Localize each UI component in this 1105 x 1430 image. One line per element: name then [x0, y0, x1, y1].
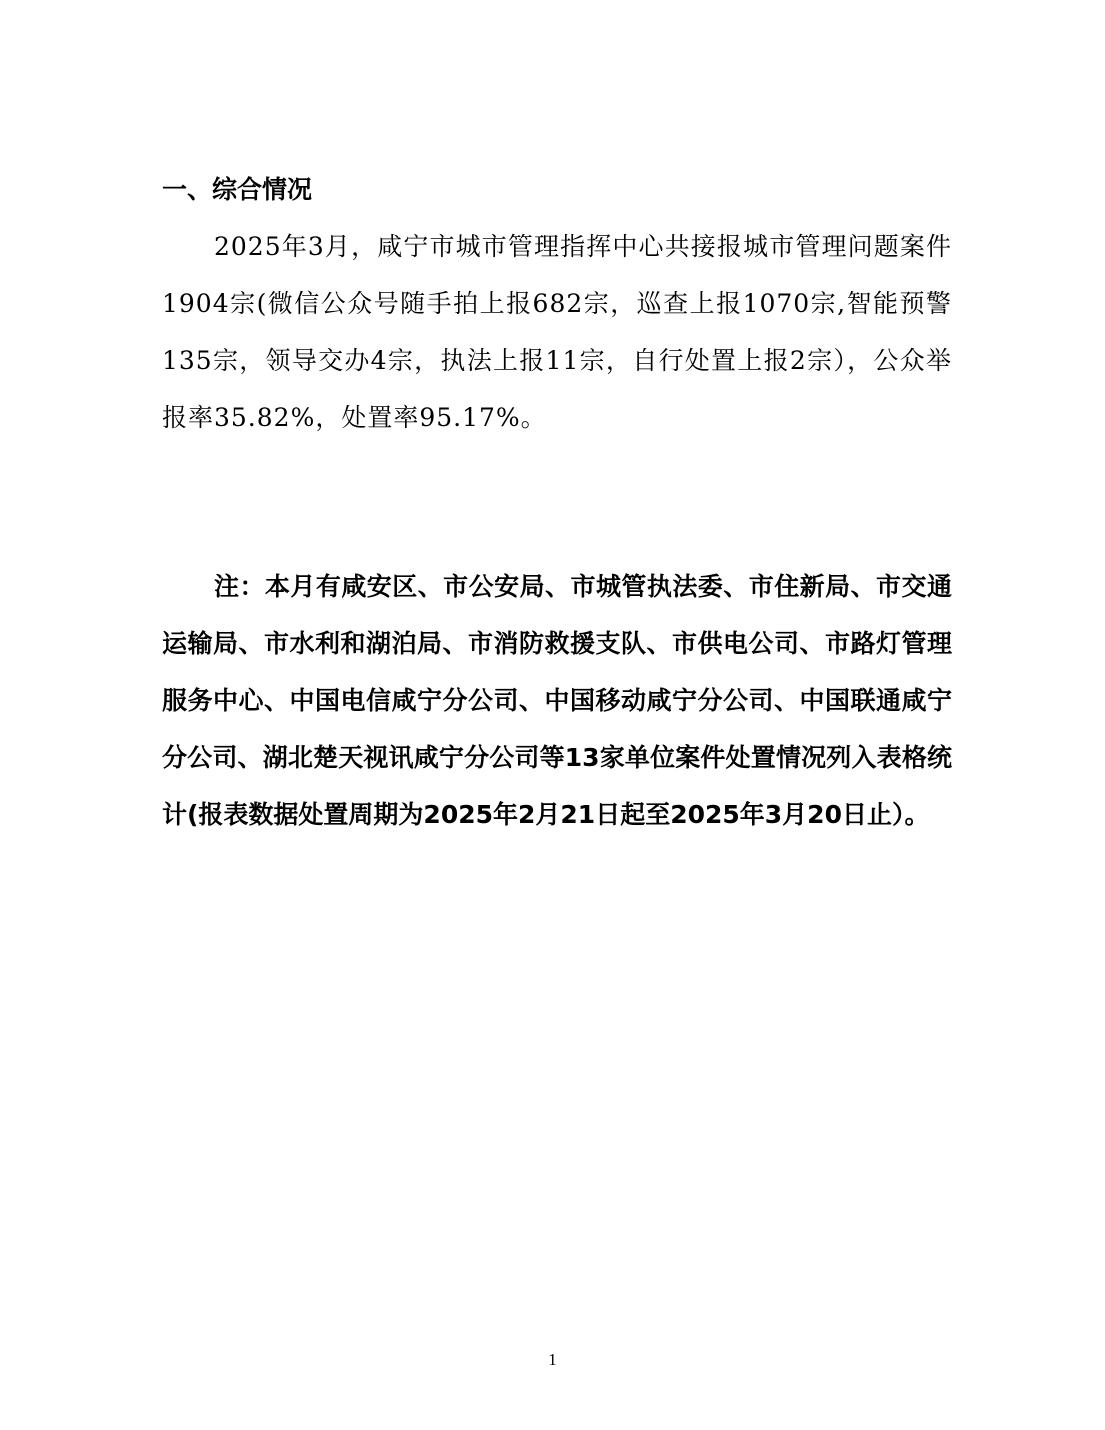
page-number: 1 — [548, 1350, 557, 1369]
summary-paragraph: 2025年3月，咸宁市城市管理指挥中心共接报城市管理问题案件1904宗(微信公众号随手拍上报682宗，巡查上报1070宗,智能预警135宗，领导交办4宗，执法上报11宗，自行处置上报2宗），公众举报率35.82%，处置率95.17%。 — [162, 232, 952, 432]
note-paragraph: 注：本月有咸安区、市公安局、市城管执法委、市住新局、市交通运输局、市水利和湖泊局、市消防救援支队、市供电公司、市路灯管理服务中心、中国电信咸宁分公司、中国移动咸宁分公司、中国联通咸宁分公司、湖北楚天视讯咸宁分公司等13家单位案件处置情况列入表格统计(报表数据处置周期为2025年2月21日起至2025年3月20日止）。 — [162, 572, 952, 829]
section-heading: 一、综合情况 — [162, 175, 313, 204]
